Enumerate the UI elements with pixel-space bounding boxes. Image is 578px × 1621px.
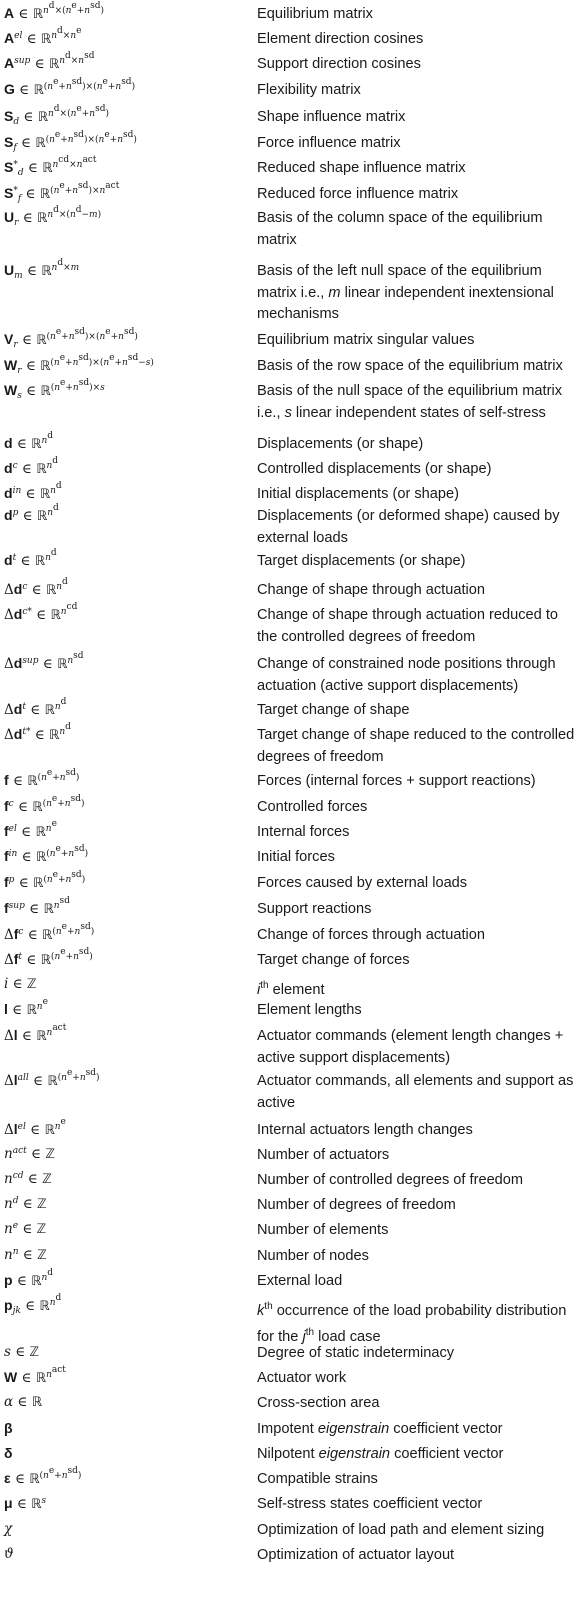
description-fragment: occurrence of the load probability distribution for the [257, 1302, 567, 1346]
notation-description [257, 1296, 575, 1349]
notation-symbol: $\Delta l^{all}$ ∈ ℝ$^{(n^e+n^{sd})}$ [4, 1068, 100, 1089]
notation-symbol: $n^n$ ∈ ℤ [4, 1247, 47, 1263]
description-fragment: m [328, 284, 341, 301]
notation-description: Target change of forces [257, 952, 410, 968]
notation-symbol: s ∈ ℤ [4, 1344, 40, 1360]
notation-symbol: $f^c$ ∈ ℝ$^{(n^e+n^{sd})}$ [4, 794, 85, 815]
description-fragment: th [260, 980, 269, 991]
notation-symbol: $\Delta f^t$ ∈ ℝ$^{(n^e+n^{sd})}$ [4, 947, 93, 968]
notation-symbol: G ∈ ℝ$^{(n^e+n^{sd})\times(n^e+n^{sd})}$ [4, 77, 136, 98]
notation-description: Degree of static indeterminacy [257, 1345, 455, 1361]
notation-description: Force influence matrix [257, 135, 401, 151]
notation-symbol: $A^{el}$ ∈ ℝ$^{n^d\times n^e}$ [4, 26, 82, 47]
notation-description: Target change of shape [257, 702, 410, 718]
notation-symbol: μ ∈ ℝ$^s$ [4, 1495, 47, 1512]
notation-symbol: χ [4, 1521, 13, 1537]
description-fragment: load case [314, 1329, 381, 1346]
notation-description: Optimization of actuator layout [257, 1547, 455, 1563]
notation-description: Controlled forces [257, 799, 368, 815]
notation-symbol: $d^p$ ∈ ℝ$^{n^d}$ [4, 503, 59, 524]
notation-symbol: $f^{in}$ ∈ ℝ$^{(n^e+n^{sd})}$ [4, 844, 89, 865]
description-fragment: eigenstrain [318, 1446, 391, 1462]
notation-symbol: $n^e$ ∈ ℤ [4, 1221, 47, 1237]
description-fragment: i [257, 981, 261, 998]
notation-symbol: $W_r$ ∈ ℝ$^{(n^e+n^{sd})\times(n^e+n^{sd}-s)}$ [4, 353, 154, 376]
notation-description: Change of shape through actuation reduced to the controlled degrees of freedom [257, 607, 559, 645]
notation-symbol: α ∈ ℝ [4, 1394, 42, 1410]
notation-symbol: $f^{sup}$ ∈ ℝ$^{n^{sd}}$ [4, 896, 70, 917]
notation-description: Support reactions [257, 901, 372, 917]
notation-symbol: δ [4, 1445, 13, 1461]
notation-description: Flexibility matrix [257, 82, 361, 98]
notation-symbol: $\Delta d^t$ ∈ ℝ$^{n^d}$ [4, 697, 67, 718]
notation-description: Target displacements (or shape) [257, 553, 466, 569]
description-fragment: th [305, 1327, 315, 1339]
notation-description: Reduced force influence matrix [257, 186, 459, 202]
description-fragment: Basis of the null space of the equilibrium matrix i.e., [257, 383, 562, 421]
notation-symbol: $U_r$ ∈ ℝ$^{n^d\times(n^d-m)}$ [4, 205, 102, 228]
notation-symbol: $V_r$ ∈ ℝ$^{(n^e+n^{sd})\times(n^e+n^{sd})}$ [4, 327, 138, 350]
notation-description: Forces caused by external loads [257, 875, 468, 891]
notation-description: Internal actuators length changes [257, 1122, 473, 1138]
notation-description: Element lengths [257, 1002, 362, 1018]
notation-symbol: Δl ∈ ℝ$^{n^{act}}$ [4, 1023, 67, 1044]
notation-description: Support direction cosines [257, 56, 421, 72]
notation-symbol: $S_f$ ∈ ℝ$^{(n^e+n^{sd})\times(n^e+n^{sd})}$ [4, 130, 137, 153]
notation-description: Optimization of load path and element sizing [257, 1522, 545, 1538]
notation-description: Forces (internal forces + support reactions) [257, 773, 536, 789]
notation-description: External load [257, 1273, 343, 1289]
notation-description: Change of shape through actuation [257, 582, 485, 598]
notation-description: Displacements (or shape) [257, 436, 424, 452]
notation-symbol: $S^*_d$ ∈ ℝ$^{n^{cd}\times n^{act}}$ [4, 155, 97, 178]
notation-symbol: d ∈ ℝ$^{n^d}$ [4, 431, 53, 452]
notation-description: Displacements (or deformed shape) caused by external loads [257, 508, 560, 546]
notation-description [257, 1419, 575, 1441]
notation-description: Shape influence matrix [257, 109, 406, 125]
notation-symbol: ϑ [4, 1546, 14, 1562]
notation-symbol: l ∈ ℝ$^{n^e}$ [4, 997, 48, 1018]
description-fragment: k [257, 1302, 265, 1319]
description-fragment: eigenstrain [317, 1421, 390, 1437]
description-fragment: s [284, 404, 292, 421]
notation-description: Initial forces [257, 849, 335, 865]
description-fragment: element [268, 981, 325, 998]
notation-description: Compatible strains [257, 1471, 378, 1487]
notation-symbol: $\Delta d^{sup}$ ∈ ℝ$^{n^{sd}}$ [4, 651, 84, 672]
notation-description: Number of actuators [257, 1147, 390, 1163]
notation-symbol: $d^{in}$ ∈ ℝ$^{n^d}$ [4, 481, 62, 502]
description-fragment: th [264, 1301, 273, 1312]
notation-description: Target change of shape reduced to the controlled degrees of freedom [257, 727, 575, 765]
notation-symbol: $U_m$ ∈ ℝ$^{n^d\times m}$ [4, 258, 80, 281]
notation-symbol: $n^{cd}$ ∈ ℤ [4, 1171, 52, 1187]
description-fragment: j [302, 1329, 306, 1346]
notation-symbol: $d^t$ ∈ ℝ$^{n^d}$ [4, 548, 57, 569]
description-fragment: Impotent [257, 1421, 318, 1437]
notation-description: Number of controlled degrees of freedom [257, 1172, 524, 1188]
notation-description: Change of forces through actuation [257, 927, 485, 943]
notation-description [257, 381, 575, 424]
notation-symbol: $\Delta d^{c*}$ ∈ ℝ$^{n^{cd}}$ [4, 602, 78, 623]
notation-description: Controlled displacements (or shape) [257, 461, 492, 477]
notation-symbol: $\Delta d^c$ ∈ ℝ$^{n^d}$ [4, 577, 68, 598]
notation-description: Reduced shape influence matrix [257, 160, 466, 176]
description-fragment: Nilpotent [257, 1446, 319, 1462]
notation-symbol: $S_d$ ∈ ℝ$^{n^d\times(n^e+n^{sd})}$ [4, 104, 109, 127]
description-fragment: Basis of the left null space of the equilibrium matrix i.e., [257, 263, 542, 301]
notation-symbol: $S^*_f$ ∈ ℝ$^{(n^e+n^{sd})\times n^{act}}$ [4, 181, 120, 204]
notation-description: Initial displacements (or shape) [257, 486, 459, 502]
notation-symbol: $\Delta d^{t*}$ ∈ ℝ$^{n^d}$ [4, 722, 71, 743]
notation-description: Equilibrium matrix singular values [257, 332, 475, 348]
notation-description: Element direction cosines [257, 31, 424, 47]
notation-description [257, 261, 575, 326]
notation-symbol: β [4, 1420, 13, 1436]
notation-symbol: $W_s$ ∈ ℝ$^{(n^e+n^{sd})\times s}$ [4, 378, 105, 401]
notation-description: Self-stress states coefficient vector [257, 1496, 483, 1512]
notation-description: Change of constrained node positions through actuation (active support displacements) [257, 656, 556, 694]
notation-description: Equilibrium matrix [257, 6, 373, 22]
notation-description: Cross-section area [257, 1395, 380, 1411]
notation-symbol: f ∈ ℝ$^{(n^e+n^{sd})}$ [4, 768, 80, 789]
notation-description: Number of nodes [257, 1248, 369, 1264]
notation-description: Basis of the column space of the equilibrium matrix [257, 210, 543, 248]
notation-symbol: p ∈ ℝ$^{n^d}$ [4, 1268, 53, 1289]
notation-symbol: A ∈ ℝ$^{n^d\times(n^e+n^{sd})}$ [4, 1, 104, 22]
notation-symbol: ε ∈ ℝ$^{(n^e+n^{sd})}$ [4, 1466, 82, 1487]
notation-symbol: i ∈ ℤ [4, 976, 37, 992]
notation-symbol: $f^{el}$ ∈ ℝ$^{n^e}$ [4, 819, 57, 840]
notation-symbol: $\Delta f^c$ ∈ ℝ$^{(n^e+n^{sd})}$ [4, 922, 95, 943]
notation-description: Number of degrees of freedom [257, 1197, 456, 1213]
notation-description: Number of elements [257, 1222, 389, 1238]
notation-description: Actuator commands, all elements and support as active [257, 1073, 574, 1111]
notation-symbol: $n^{act}$ ∈ ℤ [4, 1146, 55, 1162]
notation-symbol: $A^{sup}$ ∈ ℝ$^{n^d\times n^{sd}}$ [4, 51, 95, 72]
notation-symbol: $\Delta l^{el}$ ∈ ℝ$^{n^e}$ [4, 1117, 66, 1138]
notation-symbol: $d^c$ ∈ ℝ$^{n^d}$ [4, 456, 59, 477]
description-fragment: coefficient vector [390, 1446, 504, 1462]
notation-description [257, 1444, 575, 1466]
notation-description: Actuator commands (element length changes + active support displacements) [257, 1028, 564, 1066]
description-fragment: coefficient vector [389, 1421, 503, 1437]
notation-description [257, 975, 575, 1001]
notation-symbol: $p_{jk}$ ∈ ℝ$^{n^d}$ [4, 1293, 62, 1316]
notation-description: Actuator work [257, 1370, 347, 1386]
description-fragment: linear independent inextensional mechanisms [257, 284, 554, 322]
notation-description: Basis of the row space of the equilibrium matrix [257, 358, 563, 374]
notation-symbol: $f^p$ ∈ ℝ$^{(n^e+n^{sd})}$ [4, 870, 86, 891]
notation-symbol: $n^d$ ∈ ℤ [4, 1196, 47, 1212]
notation-description: Internal forces [257, 824, 350, 840]
notation-symbol: W ∈ ℝ$^{n^{act}}$ [4, 1365, 66, 1386]
description-fragment: linear independent states of self-stress [291, 404, 546, 421]
